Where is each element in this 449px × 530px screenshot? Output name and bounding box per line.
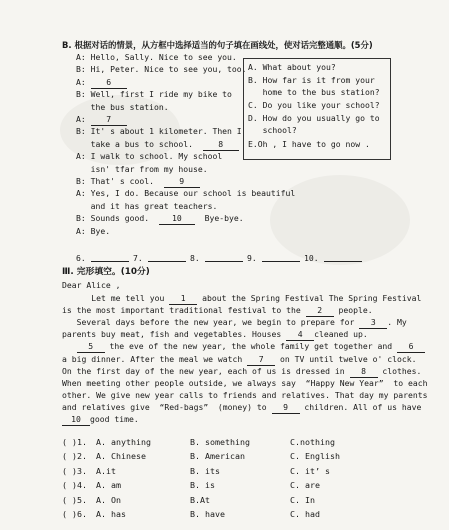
option-b[interactable]: B. something <box>190 437 250 447</box>
dialog-line: A: Bye. <box>76 225 111 236</box>
options-box <box>243 58 391 160</box>
option-c[interactable]: C. English <box>290 451 340 462</box>
option-a[interactable]: A. has <box>96 509 126 519</box>
question-number: ( )1. <box>62 437 87 447</box>
passage-line: 10 good time. <box>62 414 139 426</box>
dialog-line: and it has great teachers. <box>76 200 218 211</box>
answer-blank[interactable]: 6 <box>397 341 425 353</box>
answer-blank[interactable]: 4 <box>286 329 314 341</box>
dialog-line: the bus station. <box>76 101 169 112</box>
option-c[interactable]: C. had <box>290 509 320 519</box>
answer-slot: 10. <box>304 253 362 264</box>
question-number: ( )5. <box>62 494 87 505</box>
passage-line: is the most important traditional festival to the 2 people. <box>62 305 373 316</box>
option-c[interactable]: C. are <box>290 480 320 491</box>
option-text: home to the bus station? <box>248 87 380 97</box>
passage-line: and relatives give “Red-bags” (money) to 9 children. All of us have <box>62 401 422 412</box>
answer-blank[interactable]: 8 <box>350 366 378 378</box>
answer-blank[interactable]: 7 <box>91 114 127 126</box>
option-c[interactable]: C. it’ s <box>290 465 330 476</box>
passage-line: a big dinner. After the meal we watch 7 on TV until twelve o' clock. <box>62 353 417 364</box>
option-b[interactable]: B. have <box>190 509 225 519</box>
answer-slot: 6. <box>76 253 129 264</box>
question-number: ( )2. <box>62 451 87 462</box>
option-text: C. Do you like your school? <box>248 100 380 110</box>
dialog-line: B: Hi, Peter. Nice to see you, too. <box>76 64 247 75</box>
answer-blank[interactable]: 1 <box>169 293 197 305</box>
question-number: ( )6. <box>62 509 87 519</box>
answer-blank[interactable]: 10 <box>159 213 195 225</box>
passage-line: Several days before the new year, we begin to prepare for 3 . My <box>62 317 407 328</box>
dialog-line: A: 7 <box>76 114 127 126</box>
option-text: school? <box>248 125 297 135</box>
dialog-line: A: Yes, I do. Because our school is beautiful <box>76 188 296 199</box>
answer-blank[interactable] <box>205 253 243 262</box>
answer-blank[interactable]: 6 <box>91 77 127 89</box>
passage-line: other. We give new year calls to friends and relatives. That day my parents <box>62 389 428 400</box>
answer-slot: 9. <box>247 253 300 264</box>
option-text: A. What about you? <box>248 62 336 72</box>
passage-line: When meeting other people outside, we always say “Happy New Year” to each <box>62 377 428 388</box>
option-text: D. How do you usually go to <box>248 113 380 123</box>
dialog-line: B: That' s cool. 9 <box>76 176 200 188</box>
section-b-title: B. 根据对话的情景，从方框中选择适当的句子填在画线处，使对话完整通顺。(5分) <box>62 40 373 50</box>
answer-blank[interactable]: 10 <box>62 414 90 426</box>
answer-blank[interactable] <box>91 253 129 262</box>
dialog-line: take a bus to school. 8 <box>76 139 239 151</box>
passage-line: parents buy meat, fish and vegetables. Houses 4 cleaned up. <box>62 329 368 340</box>
option-b[interactable]: B. its <box>190 465 220 476</box>
answer-blank[interactable]: 9 <box>272 402 300 414</box>
option-a[interactable]: A.it <box>96 465 116 476</box>
option-a[interactable]: A. anything <box>96 437 151 447</box>
option-b[interactable]: B. American <box>190 451 245 462</box>
answer-blank[interactable]: 5 <box>77 341 105 353</box>
option-a[interactable]: A. Chinese <box>96 451 146 462</box>
letter-greeting: Dear Alice , <box>62 280 121 290</box>
answer-slot: 7. <box>133 253 186 264</box>
answer-blank[interactable] <box>324 253 362 262</box>
dialog-line: B: It' s about 1 kilometer. Then I <box>76 126 242 137</box>
dialog-line: isn' tfar from my house. <box>76 163 208 174</box>
dialog-line: B: Sounds good. 10 Bye-bye. <box>76 213 244 224</box>
answer-blank[interactable]: 2 <box>306 305 334 317</box>
answer-slot: 8. <box>190 253 243 264</box>
option-text: E.Oh , I have to go now . <box>248 139 370 149</box>
answer-blank[interactable]: 8 <box>203 139 239 151</box>
question-number: ( )3. <box>62 465 87 476</box>
dialog-line: B: Well, first I ride my bike to <box>76 89 232 100</box>
option-b[interactable]: B. is <box>190 480 215 491</box>
dialog-line: A: 6 <box>76 77 127 89</box>
option-a[interactable]: A. am <box>96 480 121 491</box>
answer-blank[interactable]: 9 <box>164 176 200 188</box>
question-number: ( )4. <box>62 480 87 491</box>
option-c[interactable]: C.nothing <box>290 437 335 447</box>
passage-line: Let me tell you 1 about the Spring Festival The Spring Festival <box>62 293 422 303</box>
dialog-line: A: Hello, Sally. Nice to see you. <box>76 52 237 62</box>
option-b[interactable]: B.At <box>190 494 210 505</box>
answer-blank[interactable]: 3 <box>359 317 387 329</box>
answer-blank[interactable] <box>262 253 300 262</box>
dialog-line: A: I walk to school. My school <box>76 151 223 162</box>
section-3-title: Ⅲ. 完形填空。(10分) <box>62 267 150 277</box>
answer-blank[interactable]: 7 <box>247 354 275 366</box>
passage-line: 5 the eve of the new year, the whole family get together and 6 <box>62 341 425 353</box>
option-text: B. How far is it from your <box>248 75 375 85</box>
passage-line: On the first day of the new year, each of us is dressed in 8 clothes. <box>62 365 422 376</box>
answer-blank[interactable] <box>148 253 186 262</box>
option-a[interactable]: A. On <box>96 494 121 505</box>
option-c[interactable]: C. In <box>290 494 315 505</box>
